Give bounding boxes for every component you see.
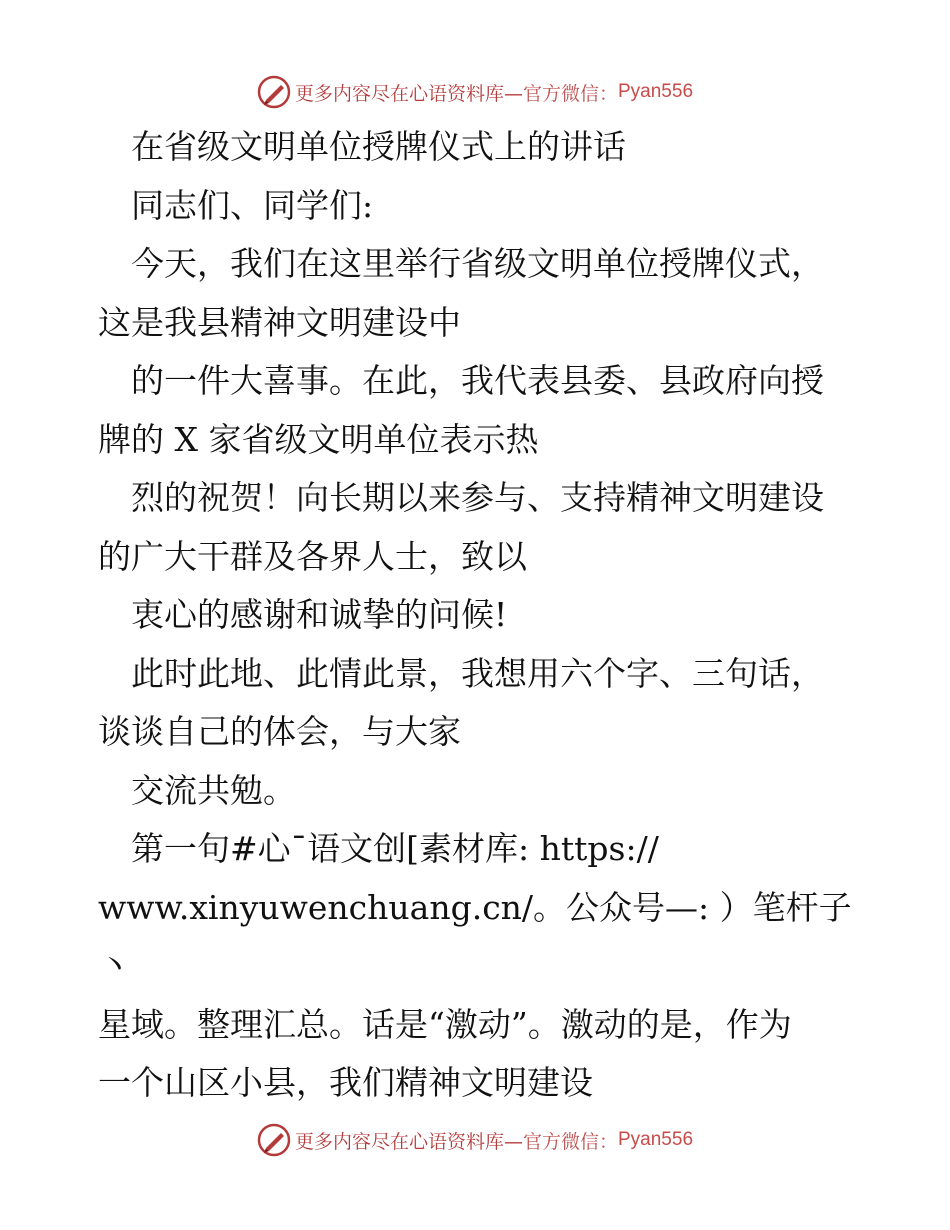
text-line: www.xinyuwenchuang.cn/。公众号—: ）笔杆子丶	[98, 887, 852, 985]
wechat-id: Pyan556	[618, 81, 694, 102]
text-line: 交流共勉。	[98, 770, 296, 810]
text-line: 在省级文明单位授牌仪式上的讲话	[98, 127, 626, 166]
text-line: 这是我县精神文明建设中	[98, 302, 461, 342]
text-line: 一个山区小县，我们精神文明建设	[98, 1063, 593, 1102]
text-line: 第一句#心¯语文创[素材库: https://	[98, 829, 659, 868]
text-line: 谈谈自己的体会，与大家	[98, 712, 461, 751]
text-line: 今天，我们在这里举行省级文明单位授牌仪式，	[98, 244, 824, 283]
wechat-label: 官方微信：	[522, 1130, 618, 1153]
text-line: 同志们、同学们:	[98, 185, 374, 225]
pen-logo-icon	[257, 75, 291, 109]
text-line: 牌的 X 家省级文明单位表示热	[98, 419, 539, 459]
text-line: 衷心的感谢和诚挚的问候!	[98, 595, 508, 634]
text-line: 的广大干群及各界人士，致以	[98, 536, 527, 576]
wechat-label: 官方微信：	[522, 82, 618, 105]
text-line: 星域。整理汇总。话是“激动”。激动的是，作为	[98, 1004, 792, 1044]
pen-logo-icon	[257, 1123, 291, 1157]
text-line: 此时此地、此情此景，我想用六个字、三句话，	[98, 653, 824, 693]
watermark-text: 更多内容尽在心语资料库—	[294, 82, 523, 105]
document-body	[98, 118, 858, 1113]
text-line: 的一件大喜事。在此，我代表县委、县政府向授	[98, 361, 824, 400]
header-watermark	[0, 72, 950, 112]
footer-watermark	[0, 1120, 950, 1160]
text-line: 烈的祝贺！向长期以来参与、支持精神文明建设	[98, 478, 824, 517]
watermark-text: 更多内容尽在心语资料库—	[294, 1130, 523, 1153]
wechat-id: Pyan556	[618, 1129, 694, 1150]
